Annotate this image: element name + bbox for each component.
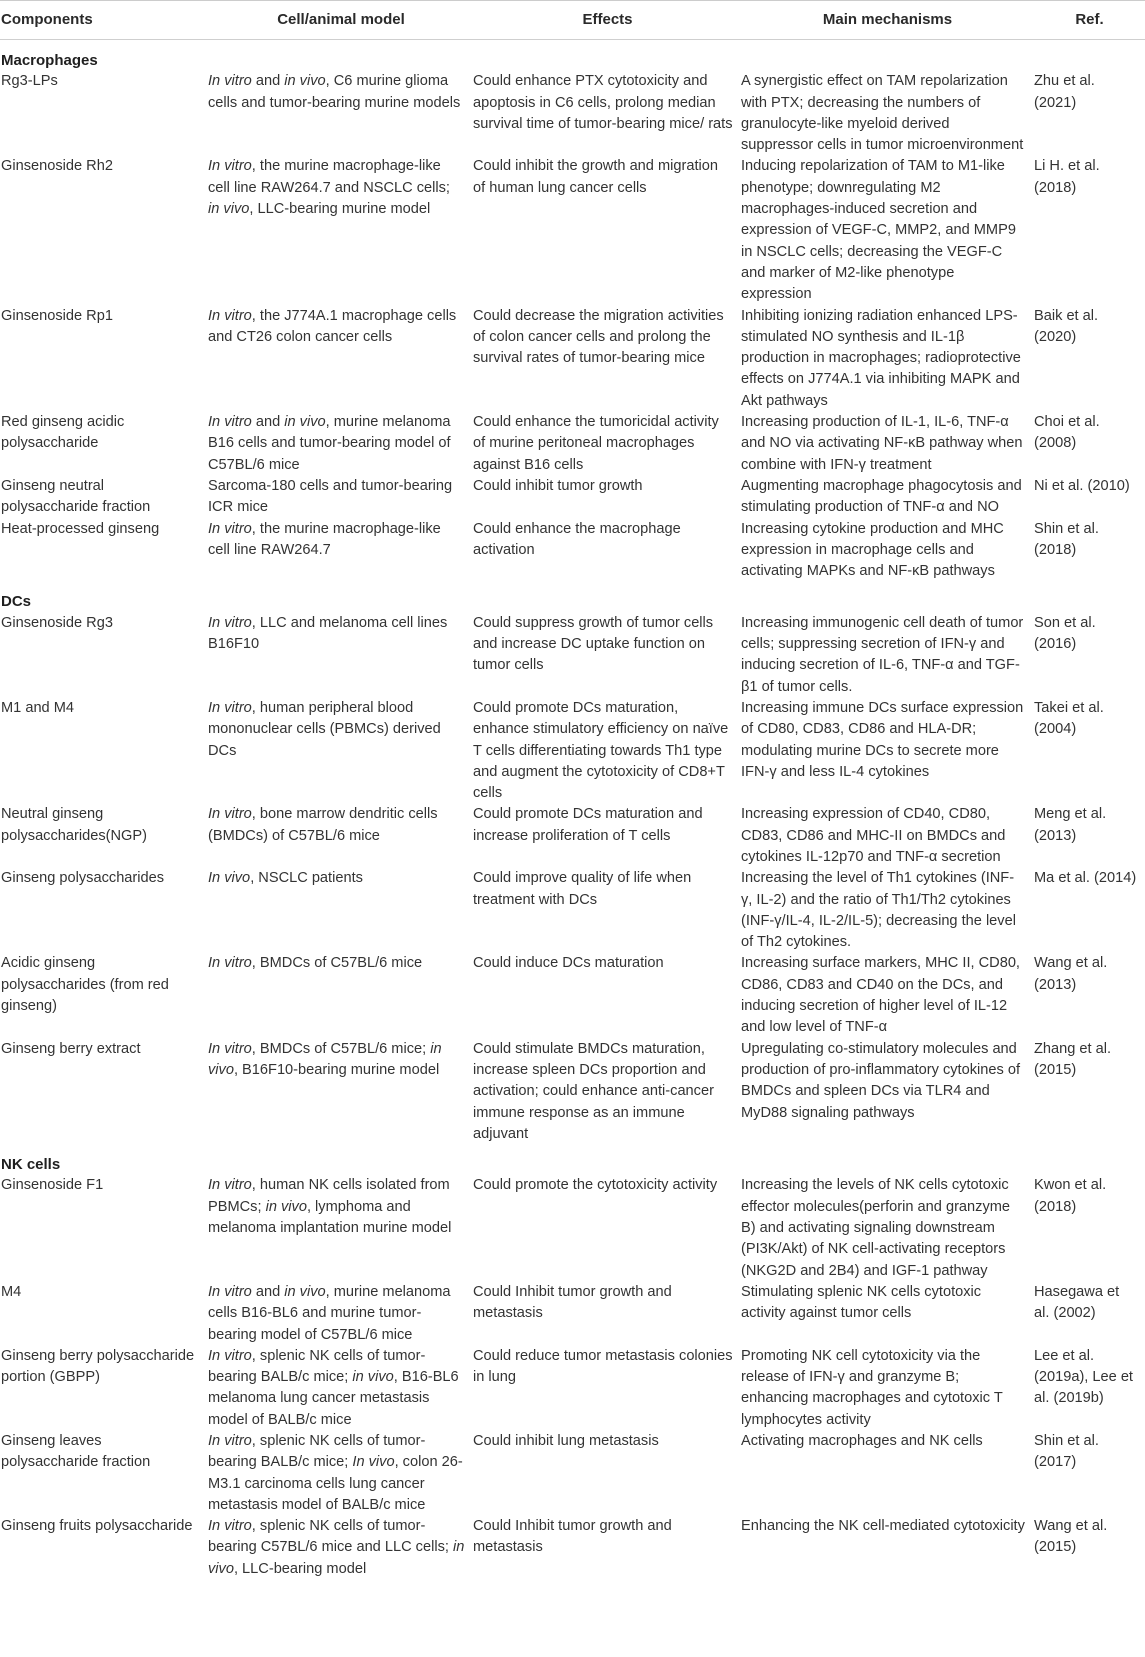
model-cell: In vitro, human NK cells isolated from PBMCs; in vivo, lymphoma and melanoma implantation murine model (208, 1177, 452, 1237)
table-row (0, 613, 1145, 698)
ref-cell: Ma et al. (2014) (1034, 870, 1137, 887)
component-cell: Ginseng neutral polysaccharide fraction (1, 477, 151, 516)
model-cell: In vitro and in vivo, murine melanoma cells B16-BL6 and murine tumor-bearing model of C57BL/6 mice (208, 1283, 451, 1343)
mechanisms-cell: Activating macrophages and NK cells (741, 1433, 983, 1449)
table-row (0, 412, 1145, 476)
table-header (0, 1, 1145, 40)
table-row (0, 804, 1145, 868)
table-row (0, 306, 1145, 412)
model-cell: In vitro, splenic NK cells of tumor-bearing BALB/c mice; in vivo, B16-BL6 melanoma lung cancer metastasis model of BALB/c mice (208, 1347, 459, 1428)
mechanisms-cell: Increasing immunogenic cell death of tumor cells; suppressing secretion of IFN-γ and inducing secretion of IL-6, TNF-α and TGF-β1 of tumor cells. (741, 614, 1024, 695)
mechanisms-cell: Increasing expression of CD40, CD80, CD83, CD86 and MHC-II on BMDCs and cytokines IL-12p70 and TNF-α secretion (741, 806, 1006, 865)
ref-cell: Li H. et al. (2018) (1034, 158, 1100, 196)
model-cell: In vivo, NSCLC patients (208, 870, 363, 887)
ref-cell: Kwon et al. (2018) (1034, 1177, 1107, 1215)
table-row (0, 476, 1145, 519)
component-cell: Acidic ginseng polysaccharides (from red ginseng) (1, 955, 169, 1015)
mechanisms-cell: Enhancing the NK cell-mediated cytotoxicity (741, 1518, 1025, 1535)
header-model: Cell/animal model (208, 1, 473, 40)
ref-cell: Wang et al. (2015) (1034, 1518, 1108, 1556)
component-cell: Neutral ginseng polysaccharides(NGP) (1, 806, 147, 844)
model-cell: In vitro, the murine macrophage-like cell line RAW264.7 (208, 520, 441, 558)
effects-cell: Could promote DCs maturation and increase proliferation of T cells (473, 806, 703, 844)
component-cell: Ginseng polysaccharides (1, 870, 165, 887)
header-effects: Effects (473, 1, 741, 40)
table-row (0, 1175, 1145, 1281)
section-title: Macrophages (1, 52, 98, 69)
effects-cell: Could reduce tumor metastasis colonies in lung (473, 1347, 733, 1386)
model-cell: In vitro, BMDCs of C57BL/6 mice (208, 955, 423, 972)
effects-cell: Could induce DCs maturation (473, 955, 664, 972)
mechanisms-cell: Increasing production of IL-1, IL-6, TNF-α and NO via activating NF-κB pathway when combine with IFN-γ treatment (741, 414, 1023, 473)
model-cell: Sarcoma-180 cells and tumor-bearing ICR mice (208, 477, 453, 516)
table-row (0, 953, 1145, 1038)
mechanisms-cell: Increasing the level of Th1 cytokines (INF-γ, IL-2) and the ratio of Th1/Th2 cytokines (INF-γ/IL-4, IL-2/IL-5); decreasing the level of Th2 cytokines. (741, 870, 1016, 951)
table-row (0, 868, 1145, 953)
mechanisms-cell: Inhibiting ionizing radiation enhanced LPS-stimulated NO synthesis and IL-1β production in macrophages; radioprotective effects on J774A.1 via inhibiting MAPK and Akt pathways (741, 307, 1021, 409)
model-cell: In vitro, bone marrow dendritic cells (BMDCs) of C57BL/6 mice (208, 806, 438, 844)
ref-cell: Takei et al. (2004) (1034, 699, 1104, 738)
ref-cell: Baik et al. (2020) (1034, 307, 1099, 345)
ref-cell: Lee et al. (2019a), Lee et al. (2019b) (1034, 1347, 1133, 1407)
section-row (0, 582, 1145, 612)
ref-cell: Son et al. (2016) (1034, 614, 1096, 653)
component-cell: Ginsenoside Rh2 (1, 158, 113, 175)
ref-cell: Zhu et al. (2021) (1034, 73, 1095, 111)
component-cell: Ginseng fruits polysaccharide (1, 1518, 193, 1535)
effects-cell: Could decrease the migration activities of colon cancer cells and prolong the survival rates of tumor-bearing mice (473, 307, 724, 367)
effects-cell: Could inhibit the growth and migration of human lung cancer cells (473, 158, 718, 196)
mechanisms-cell: Increasing immune DCs surface expression of CD80, CD83, CD86 and HLA-DR; modulating murine DCs to secrete more IFN-γ and less IL-4 cytokines (741, 699, 1024, 780)
table-row (0, 156, 1145, 305)
mechanisms-cell: Stimulating splenic NK cells cytotoxic activity against tumor cells (741, 1283, 982, 1322)
section-title: DCs (1, 593, 32, 611)
effects-cell: Could Inhibit tumor growth and metastasis (473, 1283, 672, 1322)
effects-cell: Could enhance PTX cytotoxicity and apoptosis in C6 cells, prolong median survival time of tumor-bearing mice/ rats (473, 73, 733, 132)
header-ref: Ref. (1033, 1, 1145, 40)
effects-cell: Could inhibit tumor growth (473, 477, 643, 494)
component-cell: Red ginseng acidic polysaccharide (1, 414, 125, 452)
component-cell: M4 (1, 1283, 22, 1300)
header-mechanisms: Main mechanisms (741, 1, 1033, 40)
effects-cell: Could stimulate BMDCs maturation, increase spleen DCs proportion and activation; could enhance anti-cancer immune response as an immune adjuvant (473, 1040, 714, 1142)
model-cell: In vitro, splenic NK cells of tumor-bearing BALB/c mice; In vivo, colon 26-M3.1 carcinoma cells lung cancer metastasis model of BALB/c mice (208, 1433, 463, 1513)
table-row (0, 1516, 1145, 1580)
section-row (0, 1145, 1145, 1175)
table-body (0, 40, 1145, 1581)
effects-cell: Could improve quality of life when treatment with DCs (473, 870, 692, 908)
section-title: NK cells (1, 1156, 61, 1174)
model-cell: In vitro, the J774A.1 macrophage cells and CT26 colon cancer cells (208, 307, 457, 345)
effects-cell: Could promote DCs maturation, enhance stimulatory efficiency on naïve T cells differentiating towards Th1 type and augment the cytotoxicity of CD8+T cells (473, 699, 729, 802)
ref-cell: Shin et al. (2017) (1034, 1433, 1099, 1471)
table-row (0, 1346, 1145, 1431)
model-cell: In vitro and in vivo, C6 murine glioma cells and tumor-bearing murine models (208, 73, 461, 111)
mechanisms-cell: Inducing repolarization of TAM to M1-like phenotype; downregulating M2 macrophages-induced secretion and expression of VEGF-C, MMP2, and MMP9 in NSCLC cells; decreasing the VEGF-C and marker of M2-like phenotype expression (741, 158, 1016, 303)
mechanisms-cell: Increasing cytokine production and MHC expression in macrophage cells and activating MAPKs and NF-κB pathways (741, 520, 1004, 580)
effects-cell: Could inhibit lung metastasis (473, 1433, 659, 1449)
ref-cell: Choi et al. (2008) (1034, 414, 1100, 452)
component-cell: Ginsenoside Rg3 (1, 614, 113, 631)
component-cell: Ginsenoside Rp1 (1, 307, 113, 324)
component-cell: Ginseng berry polysaccharide portion (GBPP) (1, 1347, 195, 1386)
effects-cell: Could enhance the tumoricidal activity of murine peritoneal macrophages against B16 cells (473, 414, 719, 473)
model-cell: In vitro and in vivo, murine melanoma B16 cells and tumor-bearing model of C57BL/6 mice (208, 414, 451, 473)
table-row (0, 519, 1145, 583)
table-row (0, 1431, 1145, 1516)
ref-cell: Hasegawa et al. (2002) (1034, 1283, 1120, 1322)
table-row (0, 71, 1145, 156)
component-cell: Ginseng leaves polysaccharide fraction (1, 1433, 151, 1471)
table-row (0, 1282, 1145, 1346)
model-cell: In vitro, the murine macrophage-like cell line RAW264.7 and NSCLC cells; in vivo, LLC-bearing murine model (208, 158, 450, 218)
component-cell: Ginsenoside F1 (1, 1177, 104, 1194)
model-cell: In vitro, human peripheral blood mononuclear cells (PBMCs) derived DCs (208, 699, 441, 759)
effects-cell: Could promote the cytotoxicity activity (473, 1177, 718, 1194)
table-row (0, 1039, 1145, 1145)
section-row (0, 40, 1145, 72)
mechanisms-cell: Augmenting macrophage phagocytosis and stimulating production of TNF-α and NO (741, 477, 1022, 516)
component-cell: Rg3-LPs (1, 73, 58, 90)
model-cell: In vitro, BMDCs of C57BL/6 mice; in vivo, B16F10-bearing murine model (208, 1040, 442, 1078)
mechanisms-cell: Upregulating co-stimulatory molecules and production of pro-inflammatory cytokines of BMDCs and spleen DCs via TLR4 and MyD88 signaling pathways (741, 1040, 1021, 1121)
ref-cell: Meng et al. (2013) (1034, 806, 1107, 844)
effects-cell: Could enhance the macrophage activation (473, 520, 681, 558)
ref-cell: Wang et al. (2013) (1034, 955, 1108, 993)
mechanisms-cell: Increasing the levels of NK cells cytotoxic effector molecules(perforin and granzyme B) and activating signaling downstream (PI3K/Akt) of NK cell-activating receptors (NKG2D and 2B4) and IGF-1 pathway (741, 1177, 1011, 1279)
component-cell: Ginseng berry extract (1, 1040, 141, 1057)
component-cell: M1 and M4 (1, 699, 75, 716)
component-cell: Heat-processed ginseng (1, 520, 160, 537)
ref-cell: Zhang et al. (2015) (1034, 1040, 1112, 1078)
table-row (0, 698, 1145, 804)
ref-cell: Shin et al. (2018) (1034, 520, 1099, 558)
ref-cell: Ni et al. (2010) (1034, 477, 1130, 494)
header-components: Components (0, 1, 208, 40)
mechanisms-cell: Promoting NK cell cytotoxicity via the release of IFN-γ and granzyme B; enhancing macrophages and cytotoxic T lymphocytes activity (741, 1347, 1003, 1428)
effects-cell: Could Inhibit tumor growth and metastasis (473, 1518, 672, 1556)
mechanisms-cell: Increasing surface markers, MHC II, CD80, CD86, CD83 and CD40 on the DCs, and inducing secretion of higher level of IL-12 and low level of TNF-α (741, 955, 1020, 1036)
model-cell: In vitro, splenic NK cells of tumor-bearing C57BL/6 mice and LLC cells; in vivo, LLC-bearing model (208, 1518, 465, 1577)
model-cell: In vitro, LLC and melanoma cell lines B16F10 (208, 614, 448, 653)
mechanisms-cell: A synergistic effect on TAM repolarization with PTX; decreasing the numbers of granulocyte-like myeloid derived suppressor cells in tumor microenvironment (741, 73, 1024, 154)
effects-cell: Could suppress growth of tumor cells and increase DC uptake function on tumor cells (473, 614, 714, 674)
